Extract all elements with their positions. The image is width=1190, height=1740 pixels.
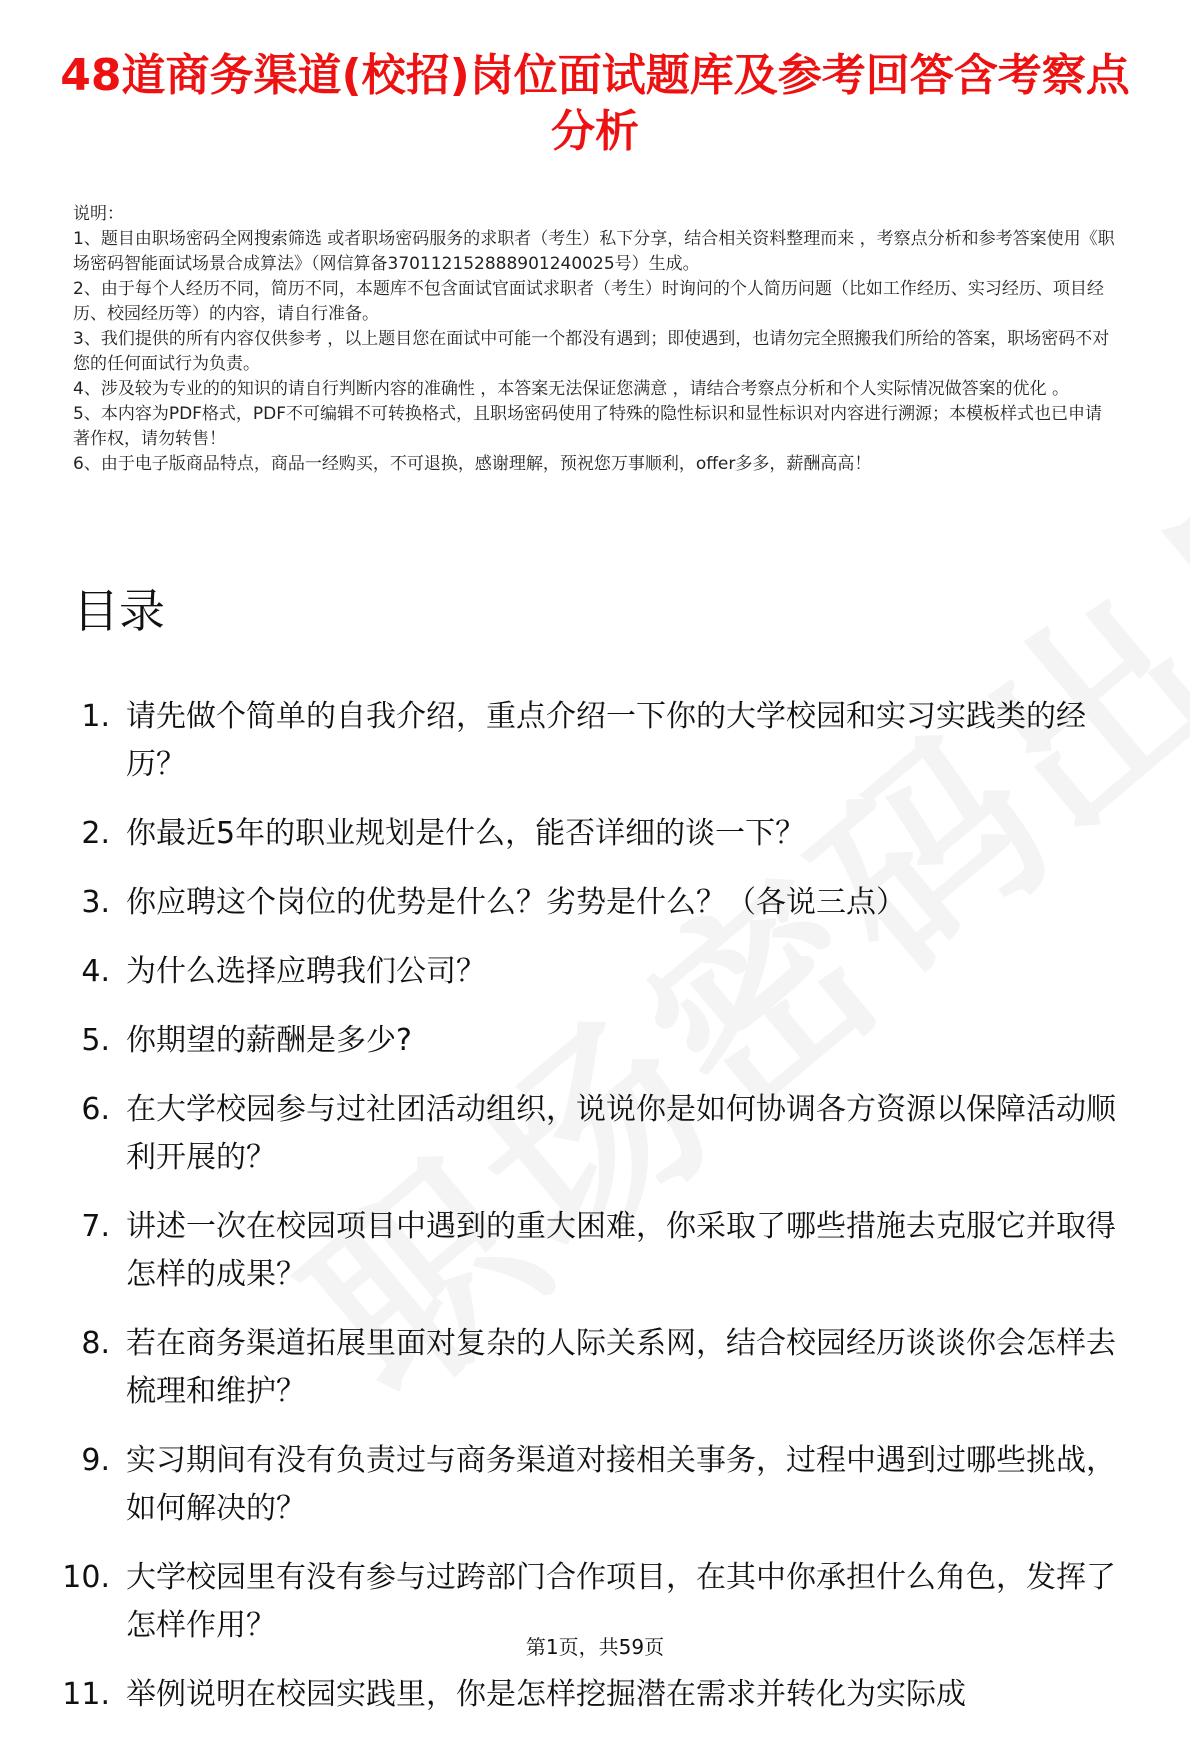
toc-item-text: 大学校园里有没有参与过跨部门合作项目，在其中你承担什么角色，发挥了怎样作用？	[126, 1560, 1116, 1643]
toc-item-number: 2.	[81, 816, 110, 851]
toc-item-number: 6.	[81, 1092, 110, 1127]
toc-item-text: 实习期间有没有负责过与商务渠道对接相关事务，过程中遇到过哪些挑战，如何解决的？	[126, 1443, 1116, 1526]
toc-item-text: 讲述一次在校园项目中遇到的重大困难，你采取了哪些措施去克服它并取得怎样的成果？	[126, 1209, 1116, 1292]
toc-item[interactable]	[60, 693, 1120, 789]
toc-item-text: 为什么选择应聘我们公司？	[126, 954, 486, 989]
toc-item[interactable]	[60, 1671, 1120, 1719]
document-title: 48道商务渠道(校招)岗位面试题库及参考回答含考察点分析	[60, 50, 1130, 157]
notes-item: 1、题目由职场密码全网搜索筛选 或者职场密码服务的求职者（考生）私下分享，结合相关资料整理而来 ，考察点分析和参考答案使用《职场密码智能面试场景合成算法》（网信算备370112152888901240025号）生成。	[73, 229, 1115, 274]
toc-item[interactable]	[60, 1437, 1120, 1533]
toc-item-text: 你最近5年的职业规划是什么，能否详细的谈一下？	[126, 816, 806, 851]
toc-heading: 目录	[73, 584, 165, 638]
toc-item-number: 5.	[81, 1023, 110, 1058]
toc-item-number: 10.	[62, 1560, 110, 1595]
notes-heading: 说明：	[73, 204, 124, 224]
toc-item-text: 举例说明在校园实践里，你是怎样挖掘潜在需求并转化为实际成	[126, 1677, 966, 1712]
toc-item-text: 你期望的薪酬是多少?	[126, 1023, 412, 1058]
toc-item-number: 11.	[62, 1677, 110, 1712]
toc-item[interactable]	[60, 879, 1120, 927]
toc-item[interactable]	[60, 1086, 1120, 1182]
toc-item[interactable]	[60, 1017, 1120, 1065]
toc-item-number: 3.	[81, 885, 110, 920]
notes-item: 4、涉及较为专业的的知识的请自行判断内容的准确性 ，本答案无法保证您满意 ，请结合考察点分析和个人实际情况做答案的优化 。	[73, 379, 1070, 399]
notes-item: 2、由于每个人经历不同，简历不同，本题库不包含面试官面试求职者（考生）时询问的个人简历问题（比如工作经历、实习经历、项目经历、校园经历等）的内容，请自行准备。	[73, 279, 1104, 324]
toc-item[interactable]	[60, 1203, 1120, 1299]
toc-item-number: 9.	[81, 1443, 110, 1478]
page-footer: 第1页，共59页	[525, 1635, 665, 1659]
toc-list	[60, 693, 1120, 1740]
toc-item[interactable]	[60, 1320, 1120, 1416]
toc-item-number: 8.	[81, 1326, 110, 1361]
toc-item-text: 你应聘这个岗位的优势是什么？劣势是什么？（各说三点）	[126, 885, 906, 920]
toc-item[interactable]	[60, 810, 1120, 858]
notes-section	[73, 202, 1118, 477]
toc-item-text: 在大学校园参与过社团活动组织，说说你是如何协调各方资源以保障活动顺利开展的？	[126, 1092, 1116, 1175]
toc-item-text: 请先做个简单的自我介绍，重点介绍一下你的大学校园和实习实践类的经历？	[126, 699, 1086, 782]
notes-item: 6、由于电子版商品特点，商品一经购买，不可退换，感谢理解，预祝您万事顺利，offer多多，薪酬高高！	[73, 454, 872, 474]
notes-item: 5、本内容为PDF格式，PDF不可编辑不可转换格式，且职场密码使用了特殊的隐性标识和显性标识对内容进行溯源；本模板样式也已申请著作权，请勿转售！	[73, 404, 1103, 449]
toc-item-number: 4.	[81, 954, 110, 989]
toc-item-number: 7.	[81, 1209, 110, 1244]
toc-item-text: 若在商务渠道拓展里面对复杂的人际关系网，结合校园经历谈谈你会怎样去梳理和维护？	[126, 1326, 1116, 1409]
notes-item: 3、我们提供的所有内容仅供参考 ，以上题目您在面试中可能一个都没有遇到；即使遇到，也请勿完全照搬我们所给的答案，职场密码不对您的任何面试行为负责。	[73, 329, 1110, 374]
toc-item[interactable]	[60, 948, 1120, 996]
toc-item-number: 1.	[81, 699, 110, 734]
